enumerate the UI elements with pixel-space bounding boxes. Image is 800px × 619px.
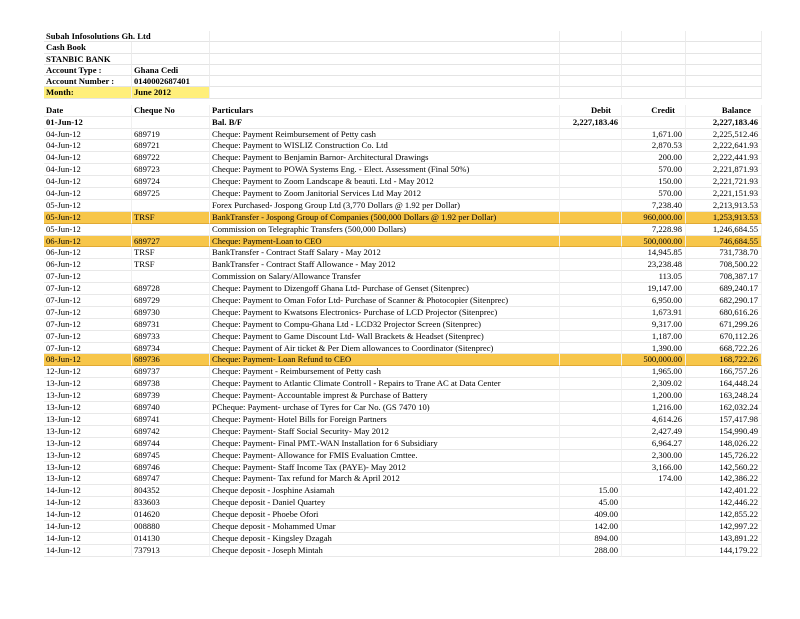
cell-balance: 708,500.22 [686, 259, 762, 271]
cell-balance: 142,855.22 [686, 509, 762, 521]
company-name: Subah Infosolutions Gh. Ltd [44, 31, 210, 42]
cell-credit: 960,000.00 [622, 212, 686, 224]
cell-balance: 1,253,913.53 [686, 212, 762, 224]
cell-cheque-no [132, 271, 210, 283]
cell-cheque-no: 689734 [132, 343, 210, 355]
table-row [44, 117, 762, 129]
table-row [44, 271, 762, 283]
table-row [44, 473, 762, 485]
table-row [44, 140, 762, 152]
cell-debit [560, 354, 622, 366]
cell-date: 14-Jun-12 [44, 545, 132, 557]
cell-particulars: Cheque: Payment- Accountable imprest & Purchase of Battery [210, 390, 560, 402]
cell-balance: 670,112.26 [686, 331, 762, 343]
cell-debit [560, 176, 622, 188]
table-row [44, 509, 762, 521]
cell-balance: 166,757.26 [686, 366, 762, 378]
cell-credit: 1,200.00 [622, 390, 686, 402]
cell-balance: 731,738.70 [686, 247, 762, 259]
cell-credit: 6,950.00 [622, 295, 686, 307]
col-debit-header: Debit [560, 105, 622, 117]
cell-date: 13-Jun-12 [44, 438, 132, 450]
cell-date: 04-Jun-12 [44, 129, 132, 141]
cell-cheque-no: 689741 [132, 414, 210, 426]
cell-date: 13-Jun-12 [44, 378, 132, 390]
cell-date: 14-Jun-12 [44, 509, 132, 521]
cell-balance: 2,213,913.53 [686, 200, 762, 212]
cell-balance: 148,026.22 [686, 438, 762, 450]
cell-cheque-no: 008880 [132, 521, 210, 533]
cell-cheque-no: 689742 [132, 426, 210, 438]
bank-row [44, 54, 762, 65]
cell-cheque-no: 689736 [132, 354, 210, 366]
cell-debit [560, 283, 622, 295]
cell-debit: 142.00 [560, 521, 622, 533]
cell-date: 04-Jun-12 [44, 140, 132, 152]
cell-balance: 143,891.22 [686, 533, 762, 545]
cell-date: 14-Jun-12 [44, 521, 132, 533]
cell-debit [560, 438, 622, 450]
cell-debit: 409.00 [560, 509, 622, 521]
cell-date: 12-Jun-12 [44, 366, 132, 378]
cell-debit: 15.00 [560, 485, 622, 497]
cell-date: 13-Jun-12 [44, 414, 132, 426]
month-label: Month: [44, 87, 132, 98]
cell-credit [622, 117, 686, 129]
cell-debit: 288.00 [560, 545, 622, 557]
cell-cheque-no: TRSF [132, 259, 210, 271]
cell-date: 13-Jun-12 [44, 426, 132, 438]
cell-particulars: Commission on Telegraphic Transfers (500,000 Dollars) [210, 224, 560, 236]
cell-credit: 9,317.00 [622, 319, 686, 331]
cell-debit [560, 450, 622, 462]
cell-particulars: Cheque: Payment to Game Discount Ltd- Wall Brackets & Headset (Sitenprec) [210, 331, 560, 343]
cell-credit: 200.00 [622, 152, 686, 164]
cell-credit: 570.00 [622, 188, 686, 200]
table-row [44, 307, 762, 319]
table-row [44, 247, 762, 259]
cell-debit [560, 319, 622, 331]
cell-cheque-no: 804352 [132, 485, 210, 497]
cell-credit [622, 521, 686, 533]
cell-cheque-no: 689724 [132, 176, 210, 188]
cell-balance: 142,386.22 [686, 473, 762, 485]
account-type-value: Ghana Cedi [132, 65, 210, 76]
cell-particulars: Cheque deposit - Joseph Mintah [210, 545, 560, 557]
cell-debit [560, 390, 622, 402]
table-row [44, 462, 762, 474]
cell-date: 13-Jun-12 [44, 462, 132, 474]
cell-cheque-no: 833603 [132, 497, 210, 509]
cell-date: 07-Jun-12 [44, 343, 132, 355]
col-particulars-header: Particulars [210, 105, 560, 117]
table-row [44, 426, 762, 438]
cell-credit: 174.00 [622, 473, 686, 485]
cell-credit: 3,166.00 [622, 462, 686, 474]
company-row [44, 31, 762, 42]
cell-balance: 142,446.22 [686, 497, 762, 509]
table-row [44, 319, 762, 331]
cell-date: 06-Jun-12 [44, 247, 132, 259]
cell-cheque-no: 689738 [132, 378, 210, 390]
cell-credit: 1,390.00 [622, 343, 686, 355]
cell-debit [560, 462, 622, 474]
cell-particulars: Cheque: Payment to WISLIZ Construction Co. Ltd [210, 140, 560, 152]
cell-particulars: BankTransfer - Contract Staff Salary - May 2012 [210, 247, 560, 259]
cell-credit: 6,964.27 [622, 438, 686, 450]
cell-debit [560, 236, 622, 248]
table-row [44, 402, 762, 414]
transactions-table [44, 117, 762, 557]
cell-particulars: Cheque: Payment to Zoom Janitorial Services Ltd May 2012 [210, 188, 560, 200]
cell-cheque-no: 689727 [132, 236, 210, 248]
cell-date: 06-Jun-12 [44, 236, 132, 248]
cell-debit [560, 152, 622, 164]
cell-particulars: Cheque: Payment - Reimbursement of Petty cash [210, 366, 560, 378]
cell-particulars: Forex Purchased- Jospong Group Ltd (3,770 Dollars @ 1.92 per Dollar) [210, 200, 560, 212]
cell-debit [560, 259, 622, 271]
book-row [44, 42, 762, 53]
col-date-header: Date [44, 105, 132, 117]
cell-debit [560, 402, 622, 414]
table-row [44, 521, 762, 533]
month-value: June 2012 [132, 87, 210, 98]
cell-particulars: BankTransfer - Contract Staff Allowance - May 2012 [210, 259, 560, 271]
table-row [44, 236, 762, 248]
column-header-row [44, 105, 762, 117]
cell-cheque-no: 689733 [132, 331, 210, 343]
cell-credit: 570.00 [622, 164, 686, 176]
cell-balance: 1,246,684.55 [686, 224, 762, 236]
cell-credit [622, 509, 686, 521]
cell-credit: 500,000.00 [622, 354, 686, 366]
cell-cheque-no: 689739 [132, 390, 210, 402]
cell-debit [560, 200, 622, 212]
cell-credit: 7,228.98 [622, 224, 686, 236]
cell-debit [560, 414, 622, 426]
cell-debit [560, 331, 622, 343]
cell-particulars: Cheque: Payment to Benjamin Barnor- Architectural Drawings [210, 152, 560, 164]
table-row [44, 533, 762, 545]
cell-debit [560, 343, 622, 355]
cell-cheque-no: 689731 [132, 319, 210, 331]
table-row [44, 283, 762, 295]
cell-debit [560, 307, 622, 319]
cell-date: 05-Jun-12 [44, 200, 132, 212]
cell-particulars: Cheque deposit - Josphine Asiamah [210, 485, 560, 497]
cell-date: 07-Jun-12 [44, 331, 132, 343]
cell-cheque-no: 737913 [132, 545, 210, 557]
cell-date: 07-Jun-12 [44, 271, 132, 283]
cell-particulars: Cheque: Payment- Allowance for FMIS Evaluation Cmttee. [210, 450, 560, 462]
cell-cheque-no: 689744 [132, 438, 210, 450]
cell-cheque-no: 689723 [132, 164, 210, 176]
col-balance-header: Balance [686, 105, 762, 117]
cell-balance: 682,290.17 [686, 295, 762, 307]
cell-date: 05-Jun-12 [44, 224, 132, 236]
table-row [44, 331, 762, 343]
cell-particulars: Cheque: Payment-Loan to CEO [210, 236, 560, 248]
cell-debit [560, 473, 622, 485]
cell-particulars: Cheque: Payment to Dizengoff Ghana Ltd- Purchase of Genset (Sitenprec) [210, 283, 560, 295]
cell-credit [622, 545, 686, 557]
table-row [44, 438, 762, 450]
cell-cheque-no: 014130 [132, 533, 210, 545]
cell-date: 14-Jun-12 [44, 497, 132, 509]
table-row [44, 224, 762, 236]
cell-cheque-no: 689747 [132, 473, 210, 485]
cell-balance: 2,221,721.93 [686, 176, 762, 188]
cell-cheque-no: 689728 [132, 283, 210, 295]
table-row [44, 366, 762, 378]
cell-credit: 2,300.00 [622, 450, 686, 462]
table-row [44, 545, 762, 557]
table-row [44, 378, 762, 390]
account-number-row [44, 76, 762, 87]
cell-credit: 2,309.02 [622, 378, 686, 390]
cell-date: 07-Jun-12 [44, 295, 132, 307]
cell-particulars: Cheque: Payment- Staff Income Tax (PAYE)- May 2012 [210, 462, 560, 474]
cell-cheque-no: 689737 [132, 366, 210, 378]
table-row [44, 212, 762, 224]
cell-cheque-no: 689725 [132, 188, 210, 200]
cell-balance: 680,616.26 [686, 307, 762, 319]
cell-credit: 23,238.48 [622, 259, 686, 271]
cell-credit [622, 533, 686, 545]
cell-particulars: Cheque: Payment to Compu-Ghana Ltd - LCD32 Projector Screen (Sitenprec) [210, 319, 560, 331]
cash-book-sheet [44, 31, 762, 557]
cell-cheque-no: TRSF [132, 247, 210, 259]
cell-date: 07-Jun-12 [44, 319, 132, 331]
cell-date: 13-Jun-12 [44, 402, 132, 414]
cell-debit [560, 212, 622, 224]
cell-credit: 1,216.00 [622, 402, 686, 414]
cell-debit [560, 188, 622, 200]
cell-credit: 19,147.00 [622, 283, 686, 295]
table-row [44, 414, 762, 426]
cell-date: 06-Jun-12 [44, 259, 132, 271]
table-row [44, 485, 762, 497]
cell-date: 01-Jun-12 [44, 117, 132, 129]
cell-credit [622, 485, 686, 497]
cell-date: 05-Jun-12 [44, 212, 132, 224]
cell-cheque-no [132, 224, 210, 236]
cell-particulars: Cheque: Payment to POWA Systems Eng. - Elect. Assessment (Final 50%) [210, 164, 560, 176]
cell-particulars: Cheque: Payment Reimbursement of Petty cash [210, 129, 560, 141]
cell-particulars: Cheque: Payment to Zoom Landscape & beauti. Ltd - May 2012 [210, 176, 560, 188]
account-number-value: 0140002687401 [132, 76, 210, 87]
cell-balance: 2,221,871.93 [686, 164, 762, 176]
cell-debit [560, 271, 622, 283]
cell-debit [560, 224, 622, 236]
cell-cheque-no: TRSF [132, 212, 210, 224]
cell-cheque-no: 689740 [132, 402, 210, 414]
cell-balance: 168,722.26 [686, 354, 762, 366]
cell-particulars: Cheque: Payment- Loan Refund to CEO [210, 354, 560, 366]
cell-particulars: Cheque deposit - Phoebe Ofori [210, 509, 560, 521]
table-row [44, 259, 762, 271]
account-type-row [44, 65, 762, 76]
cell-particulars: Cheque deposit - Kingsley Dzagah [210, 533, 560, 545]
cell-date: 14-Jun-12 [44, 485, 132, 497]
cell-balance: 154,990.49 [686, 426, 762, 438]
col-credit-header: Credit [622, 105, 686, 117]
cell-particulars: Cheque: Payment of Air ticket & Per Diem allowances to Coordinator (Sitenprec) [210, 343, 560, 355]
cell-particulars: Bal. B/F [210, 117, 560, 129]
cell-credit: 1,671.00 [622, 129, 686, 141]
col-cheque-header: Cheque No [132, 105, 210, 117]
cell-credit: 2,427.49 [622, 426, 686, 438]
table-row [44, 176, 762, 188]
cell-debit: 894.00 [560, 533, 622, 545]
cell-date: 14-Jun-12 [44, 533, 132, 545]
cell-cheque-no: 689722 [132, 152, 210, 164]
table-row [44, 164, 762, 176]
cell-cheque-no: 689729 [132, 295, 210, 307]
table-row [44, 390, 762, 402]
cell-balance: 2,225,512.46 [686, 129, 762, 141]
cell-particulars: Cheque: Payment to Kwatsons Electronics- Purchase of LCD Projector (Sitenprec) [210, 307, 560, 319]
cell-balance: 142,997.22 [686, 521, 762, 533]
cell-balance: 671,299.26 [686, 319, 762, 331]
cell-cheque-no: 014620 [132, 509, 210, 521]
cell-debit [560, 426, 622, 438]
table-row [44, 295, 762, 307]
cell-particulars: Cheque: Payment- Hotel Bills for Foreign Partners [210, 414, 560, 426]
cell-balance: 2,222,641.93 [686, 140, 762, 152]
cell-particulars: PCheque: Payment- urchase of Tyres for Car No. (GS 7470 10) [210, 402, 560, 414]
cell-balance: 144,179.22 [686, 545, 762, 557]
cell-debit [560, 164, 622, 176]
cell-balance: 157,417.98 [686, 414, 762, 426]
cell-debit [560, 366, 622, 378]
cell-credit: 1,187.00 [622, 331, 686, 343]
cell-particulars: Cheque: Payment to Atlantic Climate Controll - Repairs to Trane AC at Data Center [210, 378, 560, 390]
cell-balance: 142,560.22 [686, 462, 762, 474]
cell-particulars: Cheque: Payment- Staff Social Security- May 2012 [210, 426, 560, 438]
cell-balance: 668,722.26 [686, 343, 762, 355]
account-type-label: Account Type : [44, 65, 132, 76]
cell-date: 04-Jun-12 [44, 152, 132, 164]
cell-balance: 2,222,441.93 [686, 152, 762, 164]
cell-debit [560, 378, 622, 390]
cell-cheque-no: 689730 [132, 307, 210, 319]
cell-balance: 162,032.24 [686, 402, 762, 414]
cell-date: 13-Jun-12 [44, 473, 132, 485]
cell-balance: 708,387.17 [686, 271, 762, 283]
table-row [44, 188, 762, 200]
cell-date: 13-Jun-12 [44, 450, 132, 462]
cell-date: 13-Jun-12 [44, 390, 132, 402]
cell-credit: 4,614.26 [622, 414, 686, 426]
cell-credit [622, 497, 686, 509]
cell-date: 08-Jun-12 [44, 354, 132, 366]
cell-particulars: Cheque deposit - Daniel Quartey [210, 497, 560, 509]
month-row [44, 87, 762, 98]
cell-balance: 746,684.55 [686, 236, 762, 248]
table-row [44, 497, 762, 509]
cell-cheque-no: 689721 [132, 140, 210, 152]
cell-cheque-no: 689746 [132, 462, 210, 474]
cell-balance: 164,448.24 [686, 378, 762, 390]
cell-credit: 500,000.00 [622, 236, 686, 248]
table-row [44, 200, 762, 212]
account-number-label: Account Number : [44, 76, 132, 87]
cell-date: 07-Jun-12 [44, 307, 132, 319]
book-title: Cash Book [44, 42, 132, 53]
table-row [44, 152, 762, 164]
cell-cheque-no: 689745 [132, 450, 210, 462]
cell-debit [560, 129, 622, 141]
cell-debit [560, 247, 622, 259]
cell-credit: 1,965.00 [622, 366, 686, 378]
cell-debit: 45.00 [560, 497, 622, 509]
cell-particulars: Cheque: Payment- Final PMT.-WAN Installation for 6 Subsidiary [210, 438, 560, 450]
cell-particulars: Cheque: Payment- Tax refund for March & April 2012 [210, 473, 560, 485]
cell-date: 04-Jun-12 [44, 188, 132, 200]
cell-debit: 2,227,183.46 [560, 117, 622, 129]
cell-balance: 163,248.24 [686, 390, 762, 402]
cell-balance: 142,401.22 [686, 485, 762, 497]
cell-cheque-no [132, 200, 210, 212]
cell-debit [560, 140, 622, 152]
cell-balance: 2,227,183.46 [686, 117, 762, 129]
cell-debit [560, 295, 622, 307]
cell-date: 07-Jun-12 [44, 283, 132, 295]
table-row [44, 129, 762, 141]
cell-credit: 150.00 [622, 176, 686, 188]
cell-credit: 1,673.91 [622, 307, 686, 319]
cell-date: 04-Jun-12 [44, 164, 132, 176]
table-row [44, 343, 762, 355]
bank-name: STANBIC BANK [44, 54, 132, 65]
cell-date: 04-Jun-12 [44, 176, 132, 188]
cell-credit: 7,238.40 [622, 200, 686, 212]
cell-balance: 689,240.17 [686, 283, 762, 295]
cell-cheque-no [132, 117, 210, 129]
table-row [44, 354, 762, 366]
cell-credit: 113.05 [622, 271, 686, 283]
cell-particulars: BankTransfer - Jospong Group of Companies (500,000 Dollars @ 1.92 per Dollar) [210, 212, 560, 224]
table-row [44, 450, 762, 462]
cell-particulars: Cheque deposit - Mohammed Umar [210, 521, 560, 533]
cell-balance: 145,726.22 [686, 450, 762, 462]
cell-particulars: Cheque: Payment to Oman Fofor Ltd- Purchase of Scanner & Photocopier (Sitenprec) [210, 295, 560, 307]
cell-credit: 14,945.85 [622, 247, 686, 259]
cell-balance: 2,221,151.93 [686, 188, 762, 200]
cell-credit: 2,870.53 [622, 140, 686, 152]
cell-particulars: Commission on Salary/Allowance Transfer [210, 271, 560, 283]
cell-cheque-no: 689719 [132, 129, 210, 141]
